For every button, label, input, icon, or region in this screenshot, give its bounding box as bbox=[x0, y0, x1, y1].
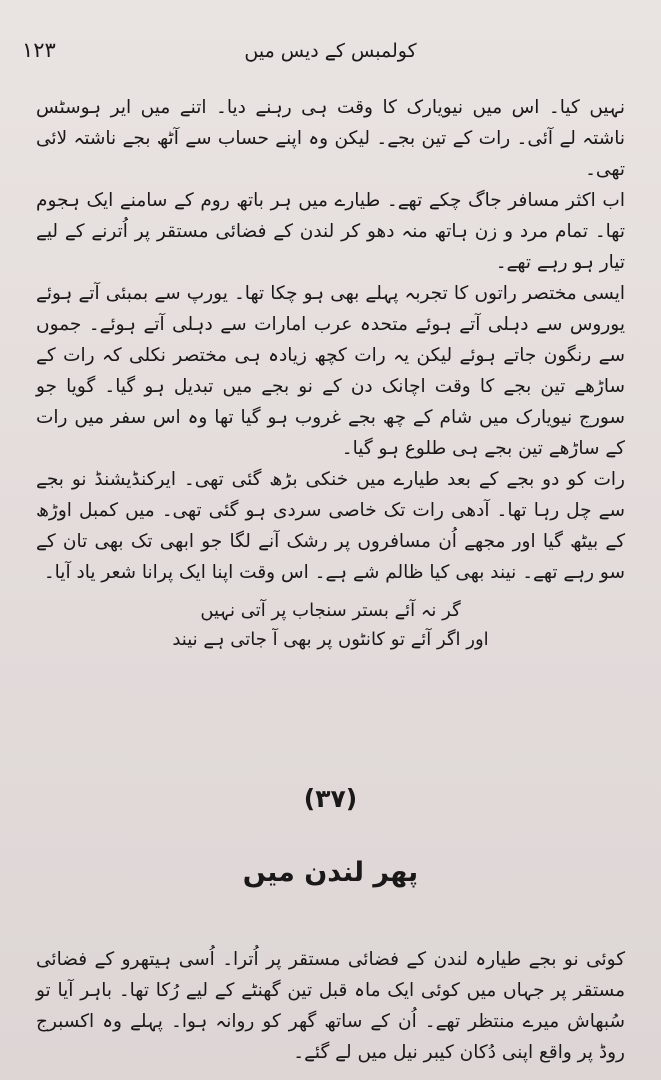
body-text bbox=[36, 92, 625, 654]
chapter-title: پھر لندن میں bbox=[242, 857, 419, 888]
paragraph: نہیں کیا۔ اس میں نیویارک کا وقت ہی رہنے دیا۔ اتنے میں ایر ہوسٹس ناشتہ لے آئی۔ رات کے تین بجے۔ لیکن وہ اپنے حساب سے آٹھ بجے ناشتہ لائی تھی۔ bbox=[36, 97, 625, 180]
page-number: ۱۲۳ bbox=[22, 38, 56, 62]
paragraph: ایسی مختصر راتوں کا تجربہ پہلے بھی ہو چکا تھا۔ یورپ سے بمبئی آتے ہوئے یوروس سے دہلی آتے ہوئے متحدہ عرب امارات سے دہلی آتے ہوئے۔ جموں سے رنگون جاتے ہوئے لیکن یہ رات کچھ زیادہ ہی مختصر نکلی کہ رات کے ساڑھے تین بجے کا وقت اچانک دن کے نو بجے میں تبدیل ہو گیا۔ گویا جو سورج نیویارک میں شام کے چھ بجے غروب ہو گیا تھا وہ اس سفر میں رات کے ساڑھے تین بجے ہی طلوع ہو گیا۔ bbox=[36, 283, 625, 459]
verse-line: اور اگر آئے تو کانٹوں پر بھی آ جاتی ہے نیند bbox=[172, 629, 489, 650]
chapter-paragraph: کوئی نو بجے طیارہ لندن کے فضائی مستقر پر اُترا۔ اُسی ہیتھرو کے فضائی مستقر پر جہاں میں کوئی ایک ماہ قبل تین گھنٹے کے لیے رُکا تھا۔ باہر آیا تو سُبھاش میرے منتظر تھے۔ اُن کے ساتھ گھر کو روانہ ہوا۔ پہلے وہ اکسبرج روڈ پر واقع اپنی دُکان کیبر نیل میں لے گئے۔ bbox=[36, 948, 625, 1063]
page-header bbox=[22, 38, 639, 68]
verse-line: گر نہ آئے بستر سنجاب پر آتی نہیں bbox=[200, 600, 461, 621]
running-title: کولمبس کے دیس میں bbox=[244, 40, 417, 62]
chapter-number: (۳۷) bbox=[303, 784, 358, 813]
poetry-couplet bbox=[151, 596, 511, 654]
paragraph: اب اکثر مسافر جاگ چکے تھے۔ طیارے میں ہر باتھ روم کے سامنے ایک ہجوم تھا۔ تمام مرد و زن ہاتھ منہ دھو کر لندن کے فضائی مستقر پر اُترنے کے لیے تیار ہو رہے تھے۔ bbox=[36, 190, 625, 273]
paragraph: رات کو دو بجے کے بعد طیارے میں خنکی بڑھ گئی تھی۔ ایرکنڈیشنڈ نو بجے سے چل رہا تھا۔ آدھی رات تک خاصی سردی ہو گئی تھی۔ میں کمبل اوڑھ کے بیٹھ گیا اور مجھے اُن مسافروں پر رشک آنے لگا جو ابھی تک بھی تان کے سو رہے تھے۔ نیند بھی کیا ظالم شے ہے۔ اس وقت اپنا ایک پرانا شعر یاد آیا۔ bbox=[36, 469, 625, 583]
